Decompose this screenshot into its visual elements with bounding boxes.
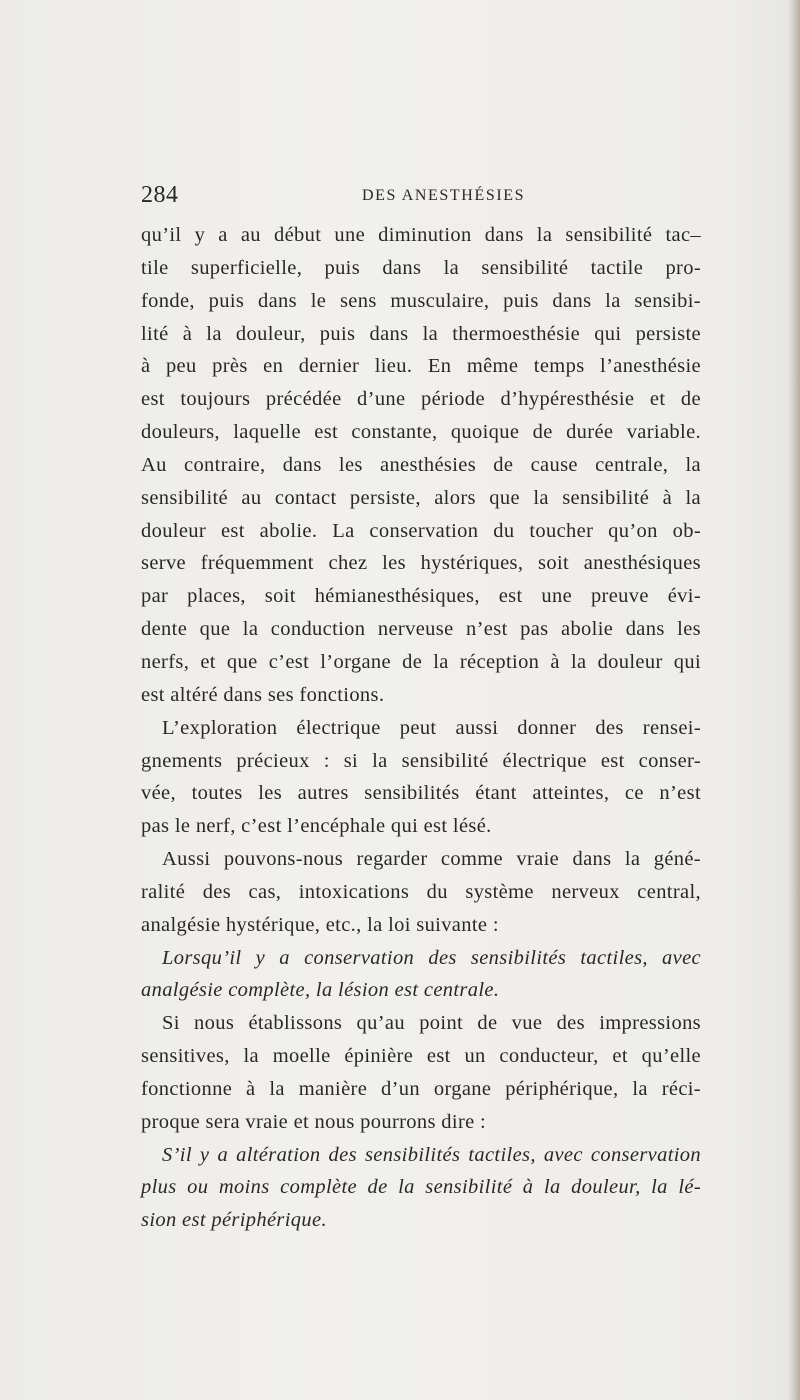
text-line: douleur est abolie. La conservation du toucher qu’on ob-	[141, 519, 701, 542]
text-line: fonctionne à la manière d’un organe périphérique, la réci-	[141, 1077, 701, 1100]
italic-text-line: sion est périphérique.	[141, 1209, 327, 1232]
text-line: proque sera vraie et nous pourrons dire :	[141, 1110, 487, 1133]
text-line: qu’il y a au début une diminution dans la sensibilité tac–	[141, 224, 701, 246]
text-line: douleurs, laquelle est constante, quoique de durée variable.	[141, 421, 701, 444]
text-line: L’exploration électrique peut aussi donner des rensei-	[162, 716, 701, 739]
text-line: fonde, puis dans le sens musculaire, puis dans la sensibi-	[141, 289, 701, 312]
text-line: Aussi pouvons-nous regarder comme vraie dans la géné-	[162, 848, 701, 871]
italic-text-line: Lorsqu’il y a conservation des sensibilités tactiles, avec	[162, 946, 701, 969]
text-line: Si nous établissons qu’au point de vue des impressions	[162, 1012, 701, 1035]
text-line: tile superficielle, puis dans la sensibilité tactile pro-	[141, 256, 701, 279]
text-line: Au contraire, dans les anesthésies de cause centrale, la	[141, 453, 701, 476]
italic-text-line: analgésie complète, la lésion est centrale.	[141, 979, 500, 1002]
text-line: lité à la douleur, puis dans la thermoesthésie qui persiste	[141, 322, 701, 345]
text-line: pas le nerf, c’est l’encéphale qui est lésé.	[141, 815, 492, 838]
text-line: nerfs, et que c’est l’organe de la réception à la douleur qui	[141, 650, 701, 673]
text-line: par places, soit hémianesthésiques, est une preuve évi-	[141, 585, 701, 608]
italic-text-line: S’il y a altération des sensibilités tactiles, avec conservation	[162, 1143, 701, 1166]
text-line: gnements précieux : si la sensibilité électrique est conser-	[141, 749, 701, 772]
text-line: vée, toutes les autres sensibilités étant atteintes, ce n’est	[141, 782, 701, 805]
text-line: serve fréquemment chez les hystériques, soit anesthésiques	[141, 552, 701, 575]
text-line: sensitives, la moelle épinière est un conducteur, et qu’elle	[141, 1045, 701, 1068]
text-line: à peu près en dernier lieu. En même temps l’anesthésie	[141, 355, 701, 378]
text-line: est altéré dans ses fonctions.	[141, 683, 385, 706]
header-title: DES ANESTHÉSIES	[362, 187, 526, 204]
text-line: analgésie hystérique, etc., la loi suivante :	[141, 913, 499, 936]
italic-text-line: plus ou moins complète de la sensibilité à la douleur, la lé-	[141, 1176, 701, 1199]
running-head	[141, 182, 686, 210]
text-line: ralité des cas, intoxications du système nerveux central,	[141, 880, 701, 903]
text-line: sensibilité au contact persiste, alors que la sensibilité à la	[141, 486, 701, 509]
text-line: dente que la conduction nerveuse n’est pas abolie dans les	[141, 618, 701, 641]
body-text	[141, 219, 701, 1237]
page-number: 284	[141, 182, 179, 208]
text-line: est toujours précédée d’une période d’hypéresthésie et de	[141, 388, 701, 411]
page-edge	[788, 0, 800, 1400]
